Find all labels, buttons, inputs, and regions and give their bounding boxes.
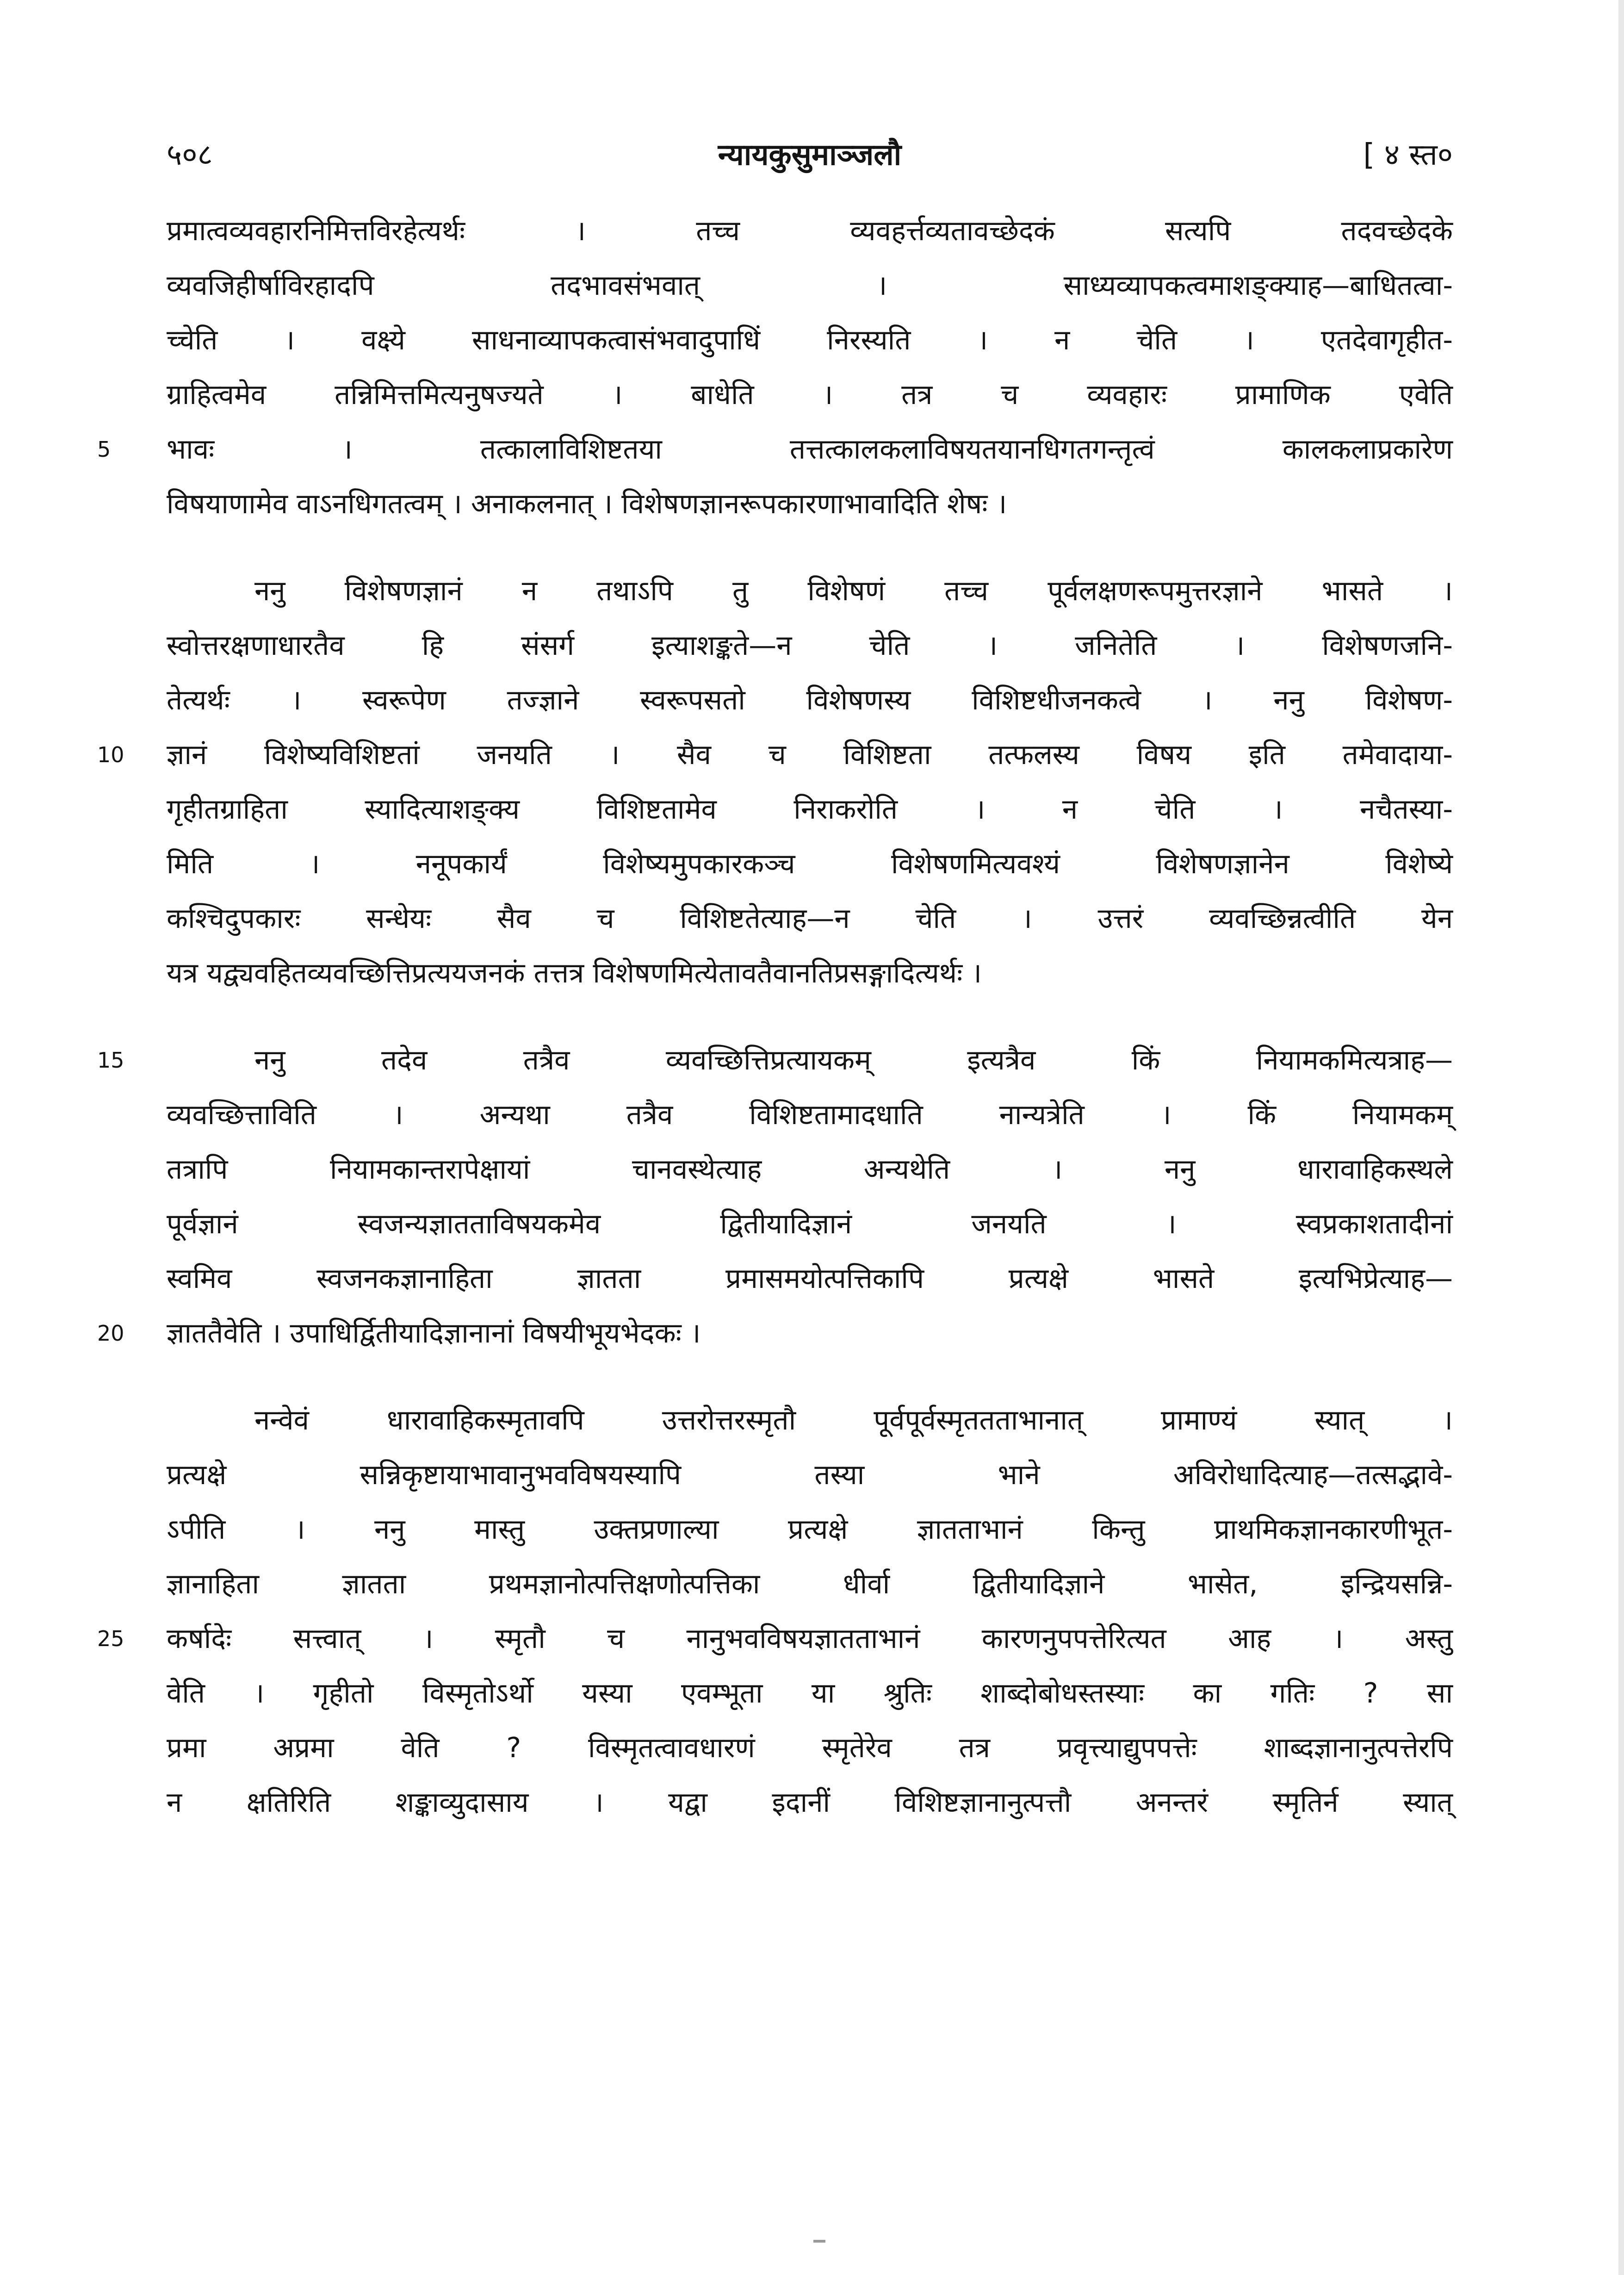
text-line bbox=[167, 1088, 1453, 1142]
text-line bbox=[167, 258, 1453, 313]
line-number: 25 bbox=[97, 1626, 124, 1651]
text-line bbox=[167, 1557, 1453, 1611]
text-line bbox=[167, 837, 1453, 891]
line-text: नन्वेवं धारावाहिकस्मृतावपि उत्तरोत्तरस्मृतौ पूर्वपूर्वस्मृततताभानात् प्रामाण्यं स्यात् । bbox=[254, 1404, 1453, 1436]
line-text: च्चेति । वक्ष्ये साधनाव्यापकत्वासंभवादुपाधिं निरस्यति । न चेति । एतदेवागृहीत- bbox=[167, 324, 1453, 356]
text-line bbox=[167, 1721, 1453, 1775]
paragraph bbox=[97, 1033, 1453, 1361]
text-line bbox=[167, 891, 1453, 946]
page-header bbox=[167, 132, 1453, 187]
line-text: स्वोत्तरक्षणाधारतैव हि संसर्ग इत्याशङ्कते—न चेति । जनितेति । विशेषणजनि- bbox=[167, 629, 1453, 662]
line-text: प्रमात्वव्यवहारनिमित्तविरहेत्यर्थः । तच्च व्यवहर्त्तव्यतावच्छेदकं सत्यपि तदवच्छेदके bbox=[167, 215, 1453, 247]
line-text: ज्ञानाहिता ज्ञातता प्रथमज्ञानोत्पत्तिक्षणोत्पत्तिका धीर्वा द्वितीयादिज्ञाने भासेत, इन्द्रियसन्नि- bbox=[167, 1568, 1453, 1600]
line-text: तत्रापि नियामकान्तरापेक्षायां चानवस्थेत्याह अन्यथेति । ननु धारावाहिकस्थले bbox=[167, 1153, 1453, 1186]
line-text: कर्षादेः सत्त्वात् । स्मृतौ च नानुभवविषयज्ञातताभानं कारणनुपपत्तेरित्यत आह । अस्तु bbox=[167, 1622, 1453, 1655]
line-text: तेत्यर्थः । स्वरूपेण तज्ज्ञाने स्वरूपसतो विशेषणस्य विशिष्टधीजनकत्वे । ननु विशेषण- bbox=[167, 684, 1453, 716]
line-text: ज्ञानं विशेष्यविशिष्टतां जनयति । सैव च विशिष्टता तत्फलस्य विषय इति तमेवादाया- bbox=[167, 739, 1453, 771]
text-line bbox=[167, 1502, 1453, 1557]
line-text: ज्ञाततैवेति । उपाधिर्द्वितीयादिज्ञानानां विषयीभूयभेदकः । bbox=[167, 1317, 701, 1349]
line-text: कश्चिदुपकारः सन्धेयः सैव च विशिष्टतेत्याह—न चेति । उत्तरं व्यवच्छिन्नत्वीति येन bbox=[167, 902, 1453, 935]
line-text: मिति । ननूपकार्यं विशेष्यमुपकारकञ्च विशेषणमित्यवश्यं विशेषणज्ञानेन विशेष्ये bbox=[167, 848, 1453, 880]
section-reference: [ ४ स्त० bbox=[1363, 138, 1453, 172]
line-text: भावः । तत्कालाविशिष्टतया तत्तत्कालकलाविषयतयानधिगतगन्तृत्वं कालकलाप्रकारेण bbox=[167, 433, 1453, 466]
text-line bbox=[167, 946, 1453, 1001]
paragraph-gap bbox=[167, 1361, 1453, 1393]
text-line bbox=[167, 618, 1453, 673]
paragraph bbox=[97, 1393, 1453, 1830]
text-line bbox=[167, 1666, 1453, 1721]
text-line bbox=[167, 1393, 1453, 1448]
line-text: ननु विशेषणज्ञानं न तथाऽपि तु विशेषणं तच्च पूर्वलक्षणरूपमुत्तरज्ञाने भासते । bbox=[254, 575, 1453, 607]
text-line bbox=[97, 1033, 1453, 1088]
text-line bbox=[97, 422, 1453, 477]
line-text: यत्र यद्व्यवहितव्यवच्छित्तिप्रत्ययजनकं तत्तत्र विशेषणमित्येतावतैवानतिप्रसङ्गादित्यर्थः । bbox=[167, 957, 982, 989]
text-line bbox=[167, 477, 1453, 531]
sheet-edge-shadow bbox=[1618, 0, 1624, 2275]
line-text: पूर्वज्ञानं स्वजन्यज्ञातताविषयकमेव द्वितीयादिज्ञानं जनयति । स्वप्रकाशतादीनां bbox=[167, 1208, 1453, 1240]
text-line bbox=[167, 1197, 1453, 1251]
paragraph bbox=[97, 204, 1453, 531]
print-speck bbox=[813, 2240, 825, 2243]
line-text: व्यवजिहीर्षाविरहादपि तदभावसंभवात् । साध्यव्यापकत्वमाशङ्क्याह—बाधितत्वा- bbox=[167, 269, 1453, 302]
line-text: प्रत्यक्षे सन्निकृष्टायाभावानुभवविषयस्यापि तस्या भाने अविरोधादित्याह—तत्सद्भावे- bbox=[167, 1459, 1453, 1491]
text-line bbox=[167, 1251, 1453, 1306]
line-text: ग्राहित्वमेव तन्निमित्तमित्यनुषज्यते । बाधेति । तत्र च व्यवहारः प्रामाणिक एवेति bbox=[167, 379, 1453, 411]
text-line bbox=[167, 782, 1453, 837]
line-text: व्यवच्छित्ताविति । अन्यथा तत्रैव विशिष्टतामादधाति नान्यत्रेति । किं नियामकम् bbox=[167, 1099, 1453, 1131]
line-number: 10 bbox=[97, 742, 124, 767]
text-line bbox=[97, 727, 1453, 782]
line-text: न क्षतिरिति शङ्काव्युदासाय । यद्वा इदानीं विशिष्टज्ञानानुत्पत्तौ अनन्तरं स्मृतिर्न स्यात् bbox=[167, 1786, 1453, 1819]
text-line bbox=[167, 564, 1453, 618]
line-text: विषयाणामेव वाऽनधिगतत्वम् । अनाकलनात् । विशेषणज्ञानरूपकारणाभावादिति शेषः । bbox=[167, 488, 1007, 520]
text-line bbox=[167, 673, 1453, 727]
text-line bbox=[97, 1611, 1453, 1666]
line-text: प्रमा अप्रमा वेति ? विस्मृतत्वावधारणं स्मृतेरेव तत्र प्रवृत्त्याद्युपपत्तेः शाब्दज्ञानानुत्पत्तेरपि bbox=[167, 1732, 1453, 1764]
text-line bbox=[167, 1775, 1453, 1830]
line-text: ऽपीति । ननु मास्तु उक्तप्रणाल्या प्रत्यक्षे ज्ञातताभानं किन्तु प्राथमिकज्ञानकारणीभूत- bbox=[167, 1513, 1453, 1546]
text-line bbox=[167, 1448, 1453, 1502]
line-text: वेति । गृहीतो विस्मृतोऽर्थो यस्या एवम्भूता या श्रुतिः शाब्दोबोधस्तस्याः का गतिः ? सा bbox=[167, 1677, 1453, 1709]
text-line bbox=[167, 204, 1453, 258]
text-line bbox=[167, 1142, 1453, 1197]
line-number: 15 bbox=[97, 1048, 124, 1073]
line-text: ननु तदेव तत्रैव व्यवच्छित्तिप्रत्यायकम् इत्यत्रैव किं नियामकमित्यत्राह— bbox=[254, 1044, 1453, 1076]
paragraph-gap bbox=[167, 1001, 1453, 1033]
line-text: गृहीतग्राहिता स्यादित्याशङ्क्य विशिष्टतामेव निराकरोति । न चेति । नचैतस्या- bbox=[167, 793, 1453, 826]
text-line bbox=[167, 367, 1453, 422]
page-number: ५०८ bbox=[167, 138, 213, 172]
line-number: 20 bbox=[97, 1321, 124, 1346]
paragraph-gap bbox=[167, 531, 1453, 564]
line-text: स्वमिव स्वजनकज्ञानाहिता ज्ञातता प्रमासमयोत्पत्तिकापि प्रत्यक्षे भासते इत्यभिप्रेत्याह— bbox=[167, 1262, 1453, 1295]
paragraph bbox=[97, 564, 1453, 1001]
running-title: न्यायकुसुमाञ्जलौ bbox=[718, 138, 902, 172]
commentary-text bbox=[97, 204, 1453, 2231]
text-line bbox=[97, 1306, 1453, 1361]
text-line bbox=[167, 313, 1453, 367]
line-number: 5 bbox=[97, 437, 111, 462]
